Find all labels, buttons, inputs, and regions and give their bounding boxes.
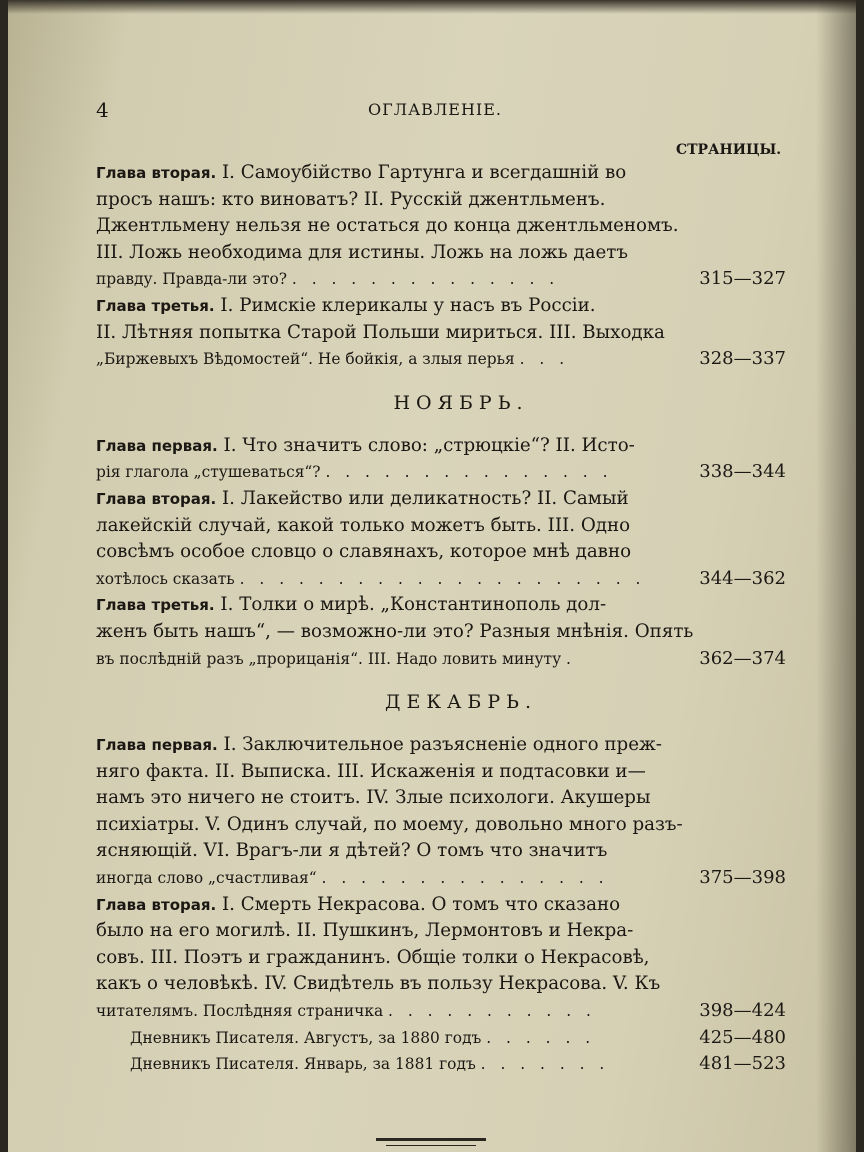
entry-text: совъ. III. Поэтъ и гражданинъ. Общіе толки о Некрасовѣ, bbox=[96, 946, 650, 968]
toc-entry-line bbox=[96, 918, 786, 945]
entry-text: правду. Правда-ли это? bbox=[96, 270, 288, 289]
toc-entry-line bbox=[96, 732, 786, 759]
chapter-label: Глава первая. bbox=[96, 736, 218, 755]
toc-entry-line bbox=[96, 293, 786, 320]
page-range: 338—344 bbox=[699, 461, 786, 483]
toc-entry-line bbox=[96, 346, 786, 373]
toc-entry-line bbox=[96, 971, 786, 998]
leader-dots: . . . . . . . . . . . bbox=[388, 1002, 596, 1021]
month-heading: ДЕКАБРЬ. bbox=[385, 691, 537, 714]
toc-entry-line bbox=[96, 759, 786, 786]
toc-entry-line bbox=[96, 266, 786, 293]
toc-entry-line bbox=[96, 1025, 786, 1052]
entry-text: читателямъ. Послѣдняя страничка bbox=[96, 1002, 384, 1021]
entry-text: I. Лакейство или деликатность? II. Самый bbox=[221, 487, 629, 509]
toc-entry bbox=[96, 892, 786, 1025]
leader-dots: . . . . . . . bbox=[480, 1055, 610, 1074]
page-range: 362—374 bbox=[699, 647, 786, 669]
entry-text: Дневникъ Писателя. Августъ, за 1880 годъ bbox=[130, 1028, 482, 1047]
toc-entry-line bbox=[96, 213, 786, 240]
toc-entry-line bbox=[96, 892, 786, 919]
page-top-edge bbox=[8, 0, 856, 14]
page-number: 4 bbox=[96, 98, 109, 122]
toc-entry-line bbox=[96, 865, 786, 892]
toc-entry-line bbox=[96, 539, 786, 566]
entry-text: няго факта. II. Выписка. III. Искаженія и подтасовки и— bbox=[96, 760, 646, 782]
toc-entry-line bbox=[96, 619, 786, 646]
page-range: 328—337 bbox=[699, 348, 786, 370]
toc-entry-line bbox=[96, 945, 786, 972]
page-title: ОГЛАВЛЕНІЕ. bbox=[368, 100, 503, 119]
entry-text: I. Самоубійство Гартунга и всегдашній во bbox=[221, 162, 627, 183]
toc-entry bbox=[96, 732, 786, 892]
toc-entry bbox=[96, 293, 786, 373]
entry-text: II. Лѣтняя попытка Старой Польши мириться. III. Выходка bbox=[96, 321, 665, 343]
page-range: 315—327 bbox=[699, 268, 786, 290]
entry-text: намъ это ничего не стоитъ. IV. Злые психологи. Акушеры bbox=[96, 787, 651, 809]
entry-text: I. Смерть Некрасова. О томъ что сказано bbox=[221, 893, 621, 915]
bottom-rule-thin bbox=[386, 1145, 476, 1146]
book-page bbox=[8, 0, 856, 1152]
entry-text: ясняющій. VI. Врагъ-ли я дѣтей? О томъ что значитъ bbox=[96, 840, 608, 862]
month-heading: НОЯБРЬ. bbox=[393, 391, 529, 414]
entry-text: женъ быть нашъ“, — возможно-ли это? Разныя мнѣнія. Опять bbox=[96, 620, 694, 642]
leader-dots: . . . . . . bbox=[486, 1028, 596, 1047]
entry-text: Дневникъ Писателя. Январь, за 1881 годъ bbox=[130, 1055, 476, 1074]
bottom-rule bbox=[376, 1138, 486, 1141]
toc-entry-line bbox=[96, 459, 786, 486]
toc-entry-line bbox=[96, 187, 786, 214]
chapter-label: Глава первая. bbox=[96, 436, 218, 455]
toc-entry-line bbox=[96, 160, 786, 187]
toc-entry bbox=[96, 486, 786, 592]
entry-text: III. Ложь необходима для истины. Ложь на ложь даетъ bbox=[96, 241, 628, 263]
toc-entry-line bbox=[96, 812, 786, 839]
chapter-label: Глава вторая. bbox=[96, 164, 217, 182]
leader-dots: . . . . . . . . . . . . . . . . . . . . . bbox=[239, 569, 646, 588]
toc-entry bbox=[96, 160, 786, 293]
toc-entry-line bbox=[96, 646, 786, 673]
toc-entry-line bbox=[96, 566, 786, 593]
toc-entry-line bbox=[96, 1051, 786, 1078]
page-binding-shadow bbox=[816, 0, 856, 1152]
chapter-label: Глава вторая. bbox=[96, 489, 217, 508]
entry-text: было на его могилѣ. II. Пушкинъ, Лермонтовъ и Некра- bbox=[96, 920, 634, 942]
entry-text: въ послѣдній разъ „прорицанія“. III. Надо ловить минуту . bbox=[96, 649, 571, 668]
entry-text: „Биржевыхъ Вѣдомостей“. Не бойкія, а злыя перья bbox=[96, 350, 515, 369]
entry-text: какъ о человѣкѣ. IV. Свидѣтель въ пользу Некрасова. V. Къ bbox=[96, 973, 661, 995]
entry-text: I. Что значитъ слово: „стрюцкіе“? II. Исто- bbox=[223, 434, 635, 456]
leader-dots: . . . . . . . . . . . . . . . bbox=[325, 463, 613, 482]
toc-entry-line bbox=[96, 320, 786, 347]
page-range: 344—362 bbox=[699, 567, 786, 589]
entry-text: I. Римскіе клерикалы у насъ въ Россіи. bbox=[220, 294, 596, 316]
chapter-label: Глава третья. bbox=[96, 596, 215, 615]
toc-entry bbox=[96, 592, 786, 672]
toc-entry bbox=[96, 433, 786, 486]
chapter-label: Глава вторая. bbox=[96, 895, 217, 914]
entry-text: Джентльмену нельзя не остаться до конца джентльменомъ. bbox=[96, 215, 679, 237]
entry-text: хотѣлось сказать bbox=[96, 569, 235, 588]
toc-entry-line bbox=[96, 486, 786, 513]
entry-text: психіатры. V. Одинъ случай, по моему, довольно много разъ- bbox=[96, 813, 683, 835]
leader-dots: . . . bbox=[519, 350, 570, 369]
toc-entry bbox=[96, 1051, 786, 1078]
page-range: 398—424 bbox=[699, 1000, 786, 1022]
toc-entry-line bbox=[96, 998, 786, 1025]
chapter-label: Глава третья. bbox=[96, 296, 215, 315]
toc-entry-line bbox=[96, 785, 786, 812]
table-of-contents bbox=[96, 160, 786, 1078]
toc-entry-line bbox=[96, 592, 786, 619]
toc-entry-line bbox=[96, 240, 786, 267]
entry-text: лакейскій случай, какой только можетъ быть. III. Одно bbox=[96, 514, 631, 536]
pages-column-label: СТРАНИЦЫ. bbox=[676, 142, 782, 158]
entry-text: I. Заключительное разъясненіе одного преж- bbox=[223, 734, 662, 756]
page-range: 481—523 bbox=[699, 1053, 786, 1075]
page-range: 425—480 bbox=[699, 1026, 786, 1048]
entry-text: I. Толки о мирѣ. „Константинополь дол- bbox=[220, 594, 607, 616]
leader-dots: . . . . . . . . . . . . . . . bbox=[321, 869, 609, 888]
page-range: 375—398 bbox=[699, 867, 786, 889]
entry-text: рія глагола „стушеваться“? bbox=[96, 463, 321, 482]
toc-entry-line bbox=[96, 433, 786, 460]
entry-text: иногда слово „счастливая“ bbox=[96, 869, 317, 888]
entry-text: совсѣмъ особое словцо о славянахъ, которое мнѣ давно bbox=[96, 541, 632, 563]
leader-dots: . . . . . . . . . . . . . . bbox=[291, 270, 560, 289]
toc-entry bbox=[96, 1025, 786, 1052]
toc-entry-line bbox=[96, 838, 786, 865]
entry-text: просъ нашъ: кто виноватъ? II. Русскій джентльменъ. bbox=[96, 188, 606, 210]
toc-entry-line bbox=[96, 513, 786, 540]
